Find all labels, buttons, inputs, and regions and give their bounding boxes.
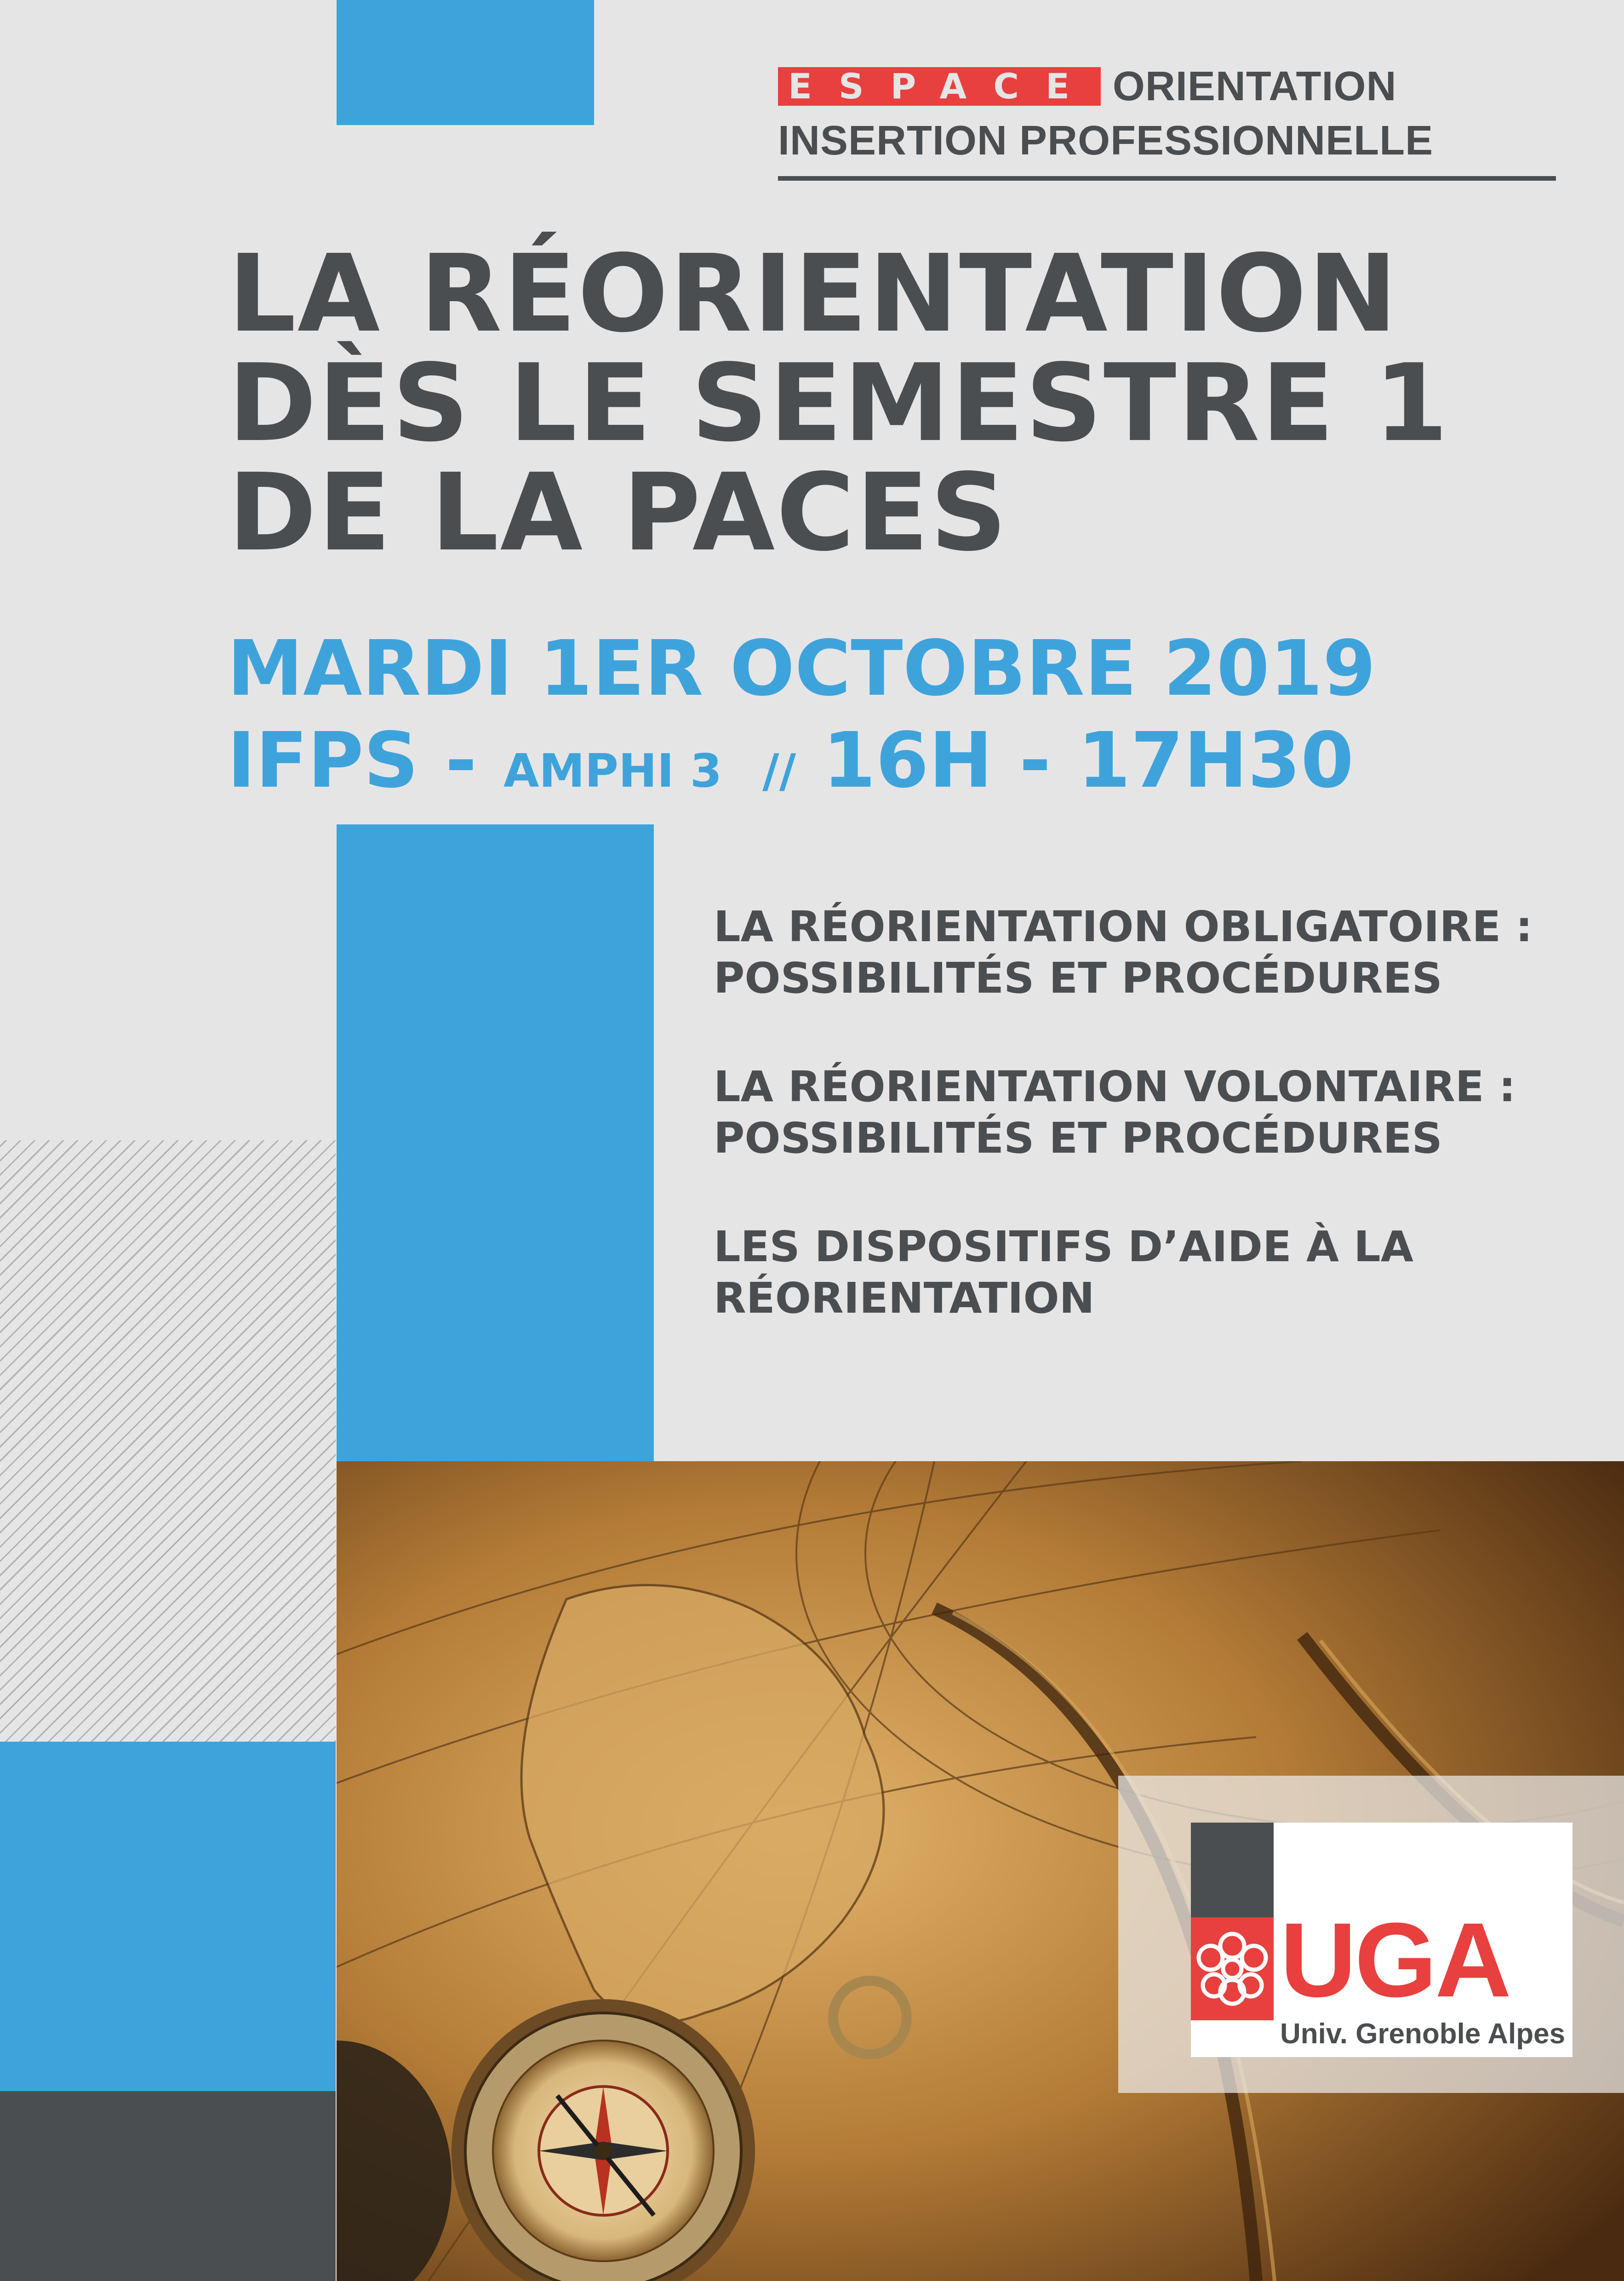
topic-line: POSSIBILITÉS ET PROCÉDURES [714, 1114, 1442, 1163]
topic-item [714, 1061, 1533, 1164]
event-room: AMPHI 3 [503, 744, 722, 798]
topic-line: POSSIBILITÉS ET PROCÉDURES [714, 954, 1442, 1003]
title-line-3: DE LA PACES [228, 451, 1009, 575]
topic-line: RÉORIENTATION [714, 1274, 1095, 1323]
event-location-time [227, 715, 1376, 817]
espace-label: ESPACE [778, 67, 1101, 106]
dark-accent-block-left [0, 2091, 336, 2281]
event-date: MARDI 1ER OCTOBRE 2019 [227, 624, 1376, 713]
logo-red-square [1191, 1917, 1274, 2020]
blue-accent-block-middle [337, 824, 654, 1461]
hatched-pattern [0, 1140, 336, 1742]
insertion-label: INSERTION PROFESSIONNELLE [778, 118, 1434, 164]
event-time: 16H - 17H30 [823, 716, 1354, 805]
topic-line: LA RÉORIENTATION VOLONTAIRE : [714, 1062, 1516, 1111]
blue-accent-block-left [0, 1742, 336, 2091]
espace-header [778, 63, 1397, 109]
page-title [228, 232, 1450, 575]
logo-subtitle: Univ. Grenoble Alpes [1280, 2018, 1566, 2050]
event-place: IFPS - [227, 716, 477, 805]
header-divider [778, 176, 1556, 181]
event-separator: // [762, 744, 796, 798]
title-line-1: LA RÉORIENTATION [228, 232, 1399, 356]
event-info [227, 623, 1376, 817]
topic-item [714, 901, 1533, 1004]
orientation-label: ORIENTATION [1112, 63, 1397, 109]
logo-dark-square [1191, 1823, 1274, 1917]
title-line-2: DÈS LE SEMESTRE 1 [228, 341, 1450, 465]
topics-list [714, 901, 1533, 1381]
flower-emblem-icon [1191, 1917, 1274, 2020]
topic-line: LES DISPOSITIFS D’AIDE À LA [714, 1222, 1413, 1271]
logo-wordmark: UGA [1280, 1901, 1510, 2019]
topic-line: LA RÉORIENTATION OBLIGATOIRE : [714, 902, 1533, 951]
topic-item [714, 1221, 1533, 1324]
blue-accent-block-top [337, 0, 594, 125]
